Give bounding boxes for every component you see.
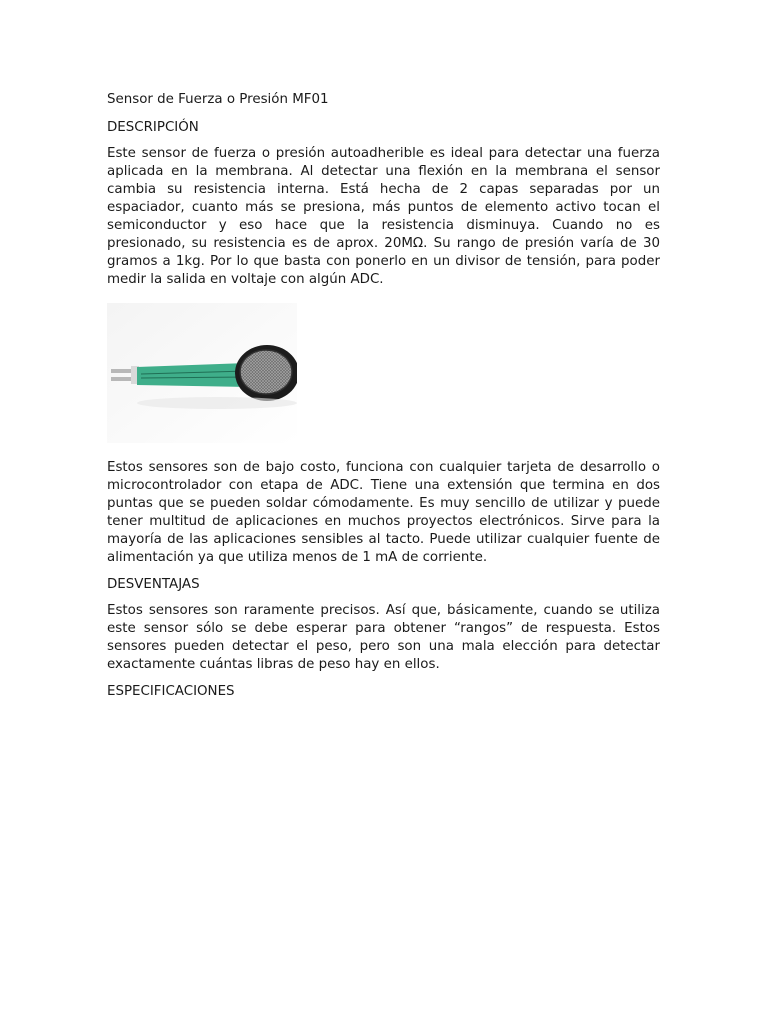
document-title: Sensor de Fuerza o Presión MF01	[107, 92, 329, 107]
document-page	[107, 90, 660, 709]
paragraph-desventajas: Estos sensores son raramente precisos. Así que, básicamente, cuando se utiliza este sensor sólo se debe esperar para obtener “rangos” de respuesta. Estos sensores pueden detectar el peso, pero son una mala elección para detectar exactamente cuántas libras de peso hay en ellos.	[107, 603, 660, 672]
section-heading-desventajas: DESVENTAJAS	[107, 577, 200, 592]
paragraph-descripcion-1: Este sensor de fuerza o presión autoadherible es ideal para detectar una fuerza aplicada en la membrana. Al detectar una flexión en la membrana el sensor cambia su resistencia interna. Está hecha de 2 capas separadas por un espaciador, cuanto más se presiona, más puntos de elemento activo tocan el semiconductor y eso hace que la resistencia disminuya. Cuando no es presionado, su resistencia es de aprox. 20MΩ. Su rango de presión varía de 30 gramos a 1kg. Por lo que basta con ponerlo en un divisor de tensión, para poder medir la salida en voltaje con algún ADC.	[107, 146, 660, 287]
force-sensor-icon	[107, 303, 297, 443]
force-sensor-photo	[107, 303, 297, 443]
section-heading-especificaciones: ESPECIFICACIONES	[107, 684, 235, 699]
paragraph-descripcion-2: Estos sensores son de bajo costo, funciona con cualquier tarjeta de desarrollo o microcontrolador con etapa de ADC. Tiene una extensión que termina en dos puntas que se pueden soldar cómodamente. Es muy sencillo de utilizar y puede tener multitud de aplicaciones en muchos proyectos electrónicos. Sirve para la mayoría de las aplicaciones sensibles al tacto. Puede utilizar cualquier fuente de alimentación ya que utiliza menos de 1 mA de corriente.	[107, 460, 660, 565]
section-heading-descripcion: DESCRIPCIÓN	[107, 120, 199, 135]
